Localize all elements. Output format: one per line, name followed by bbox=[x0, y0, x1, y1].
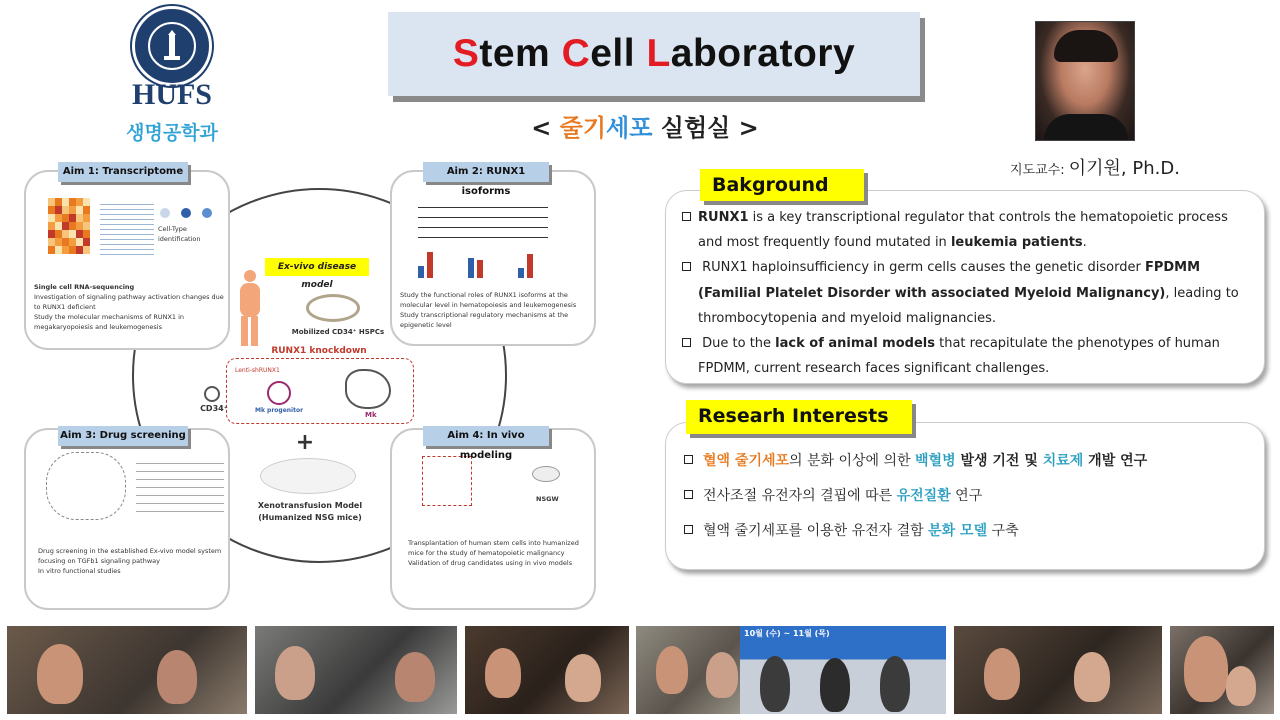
university-name: HUFS bbox=[131, 78, 212, 111]
background-list bbox=[682, 205, 1242, 381]
title-banner bbox=[388, 12, 920, 96]
background-item bbox=[682, 255, 1242, 331]
background-label: Bakground bbox=[700, 169, 864, 201]
background-text: FPDMM (Familial Platelet Disorder with associated Myeloid Malignancy) bbox=[698, 260, 1201, 301]
lab-photo-5 bbox=[740, 626, 946, 714]
research-text: 개발 연구 bbox=[1083, 453, 1148, 469]
research-text: 혈액 줄기세포 bbox=[703, 453, 790, 469]
xeno-caption: Xenotransfusion Model (Humanized NSG mice) bbox=[257, 501, 363, 522]
checkbox-icon bbox=[682, 338, 691, 347]
aim1-label: Aim 1: Transcriptome bbox=[58, 162, 188, 182]
lab-photo-3 bbox=[465, 626, 629, 714]
hufs-logo bbox=[132, 6, 212, 86]
page-subtitle: < 줄기세포 실험실 > bbox=[531, 114, 759, 142]
isoform-map bbox=[418, 198, 548, 242]
bar-chart bbox=[468, 248, 483, 278]
human-figure bbox=[235, 270, 265, 348]
heatmap bbox=[48, 198, 90, 254]
background-text: RUNX1 bbox=[698, 210, 749, 225]
mk-cell bbox=[345, 369, 391, 409]
research-text: 의 분화 이상에 의한 bbox=[789, 453, 916, 469]
pathway-diagram bbox=[46, 452, 126, 520]
research-label: Researh Interests bbox=[686, 400, 912, 434]
knockdown-box bbox=[226, 358, 414, 424]
aim3-bullets: Drug screening in the established Ex-vivo model system focusing on TGFb1 signaling pathway In vitro functional studies bbox=[38, 547, 222, 575]
title-segment: C bbox=[561, 32, 591, 75]
cell-icon bbox=[181, 208, 191, 218]
background-text: that recapitulate the phenotypes of human FPDMM, current research faces significant challenges. bbox=[698, 336, 1220, 377]
checkbox-icon bbox=[684, 455, 693, 464]
research-item bbox=[684, 479, 1244, 514]
background-text: RUNX1 haploinsufficiency in germ cells causes the genetic disorder bbox=[698, 260, 1145, 276]
research-text: 백혈병 bbox=[915, 453, 956, 469]
research-text: 혈액 줄기세포를 이용한 유전자 결함 bbox=[703, 523, 929, 539]
mk-label: Mk bbox=[365, 411, 377, 419]
checkbox-icon bbox=[684, 490, 693, 499]
cd34-label: CD34⁺ bbox=[200, 404, 228, 413]
aim2-bullets: Study the functional roles of RUNX1 isoforms at the molecular level in hematopoiesis and leukemogenesis Study transcriptional regulatory mechanisms at the epigenetic level bbox=[400, 291, 577, 329]
background-text: , leading to thrombocytopenia and myeloid malignancies. bbox=[698, 285, 1239, 326]
photo-banner-text: 10월 (수) ~ 11월 (목) bbox=[744, 629, 830, 638]
title-segment: ell bbox=[590, 32, 647, 75]
research-aims-diagram bbox=[20, 160, 600, 615]
background-text: leukemia patients bbox=[950, 235, 1083, 251]
background-text: . bbox=[1082, 235, 1087, 251]
research-item bbox=[684, 514, 1244, 549]
gene-list bbox=[100, 200, 154, 258]
petri-dish bbox=[306, 294, 360, 322]
aim4-label: Aim 4: In vivo modeling bbox=[423, 426, 549, 446]
research-text: 발생 기전 및 bbox=[955, 453, 1043, 469]
aim4-bullets: Transplantation of human stem cells into humanized mice for the study of hematopoietic malignancy Validation of drug candidates using in vivo models bbox=[408, 539, 579, 567]
lentivirus-label: Lenti-shRUNX1 bbox=[235, 367, 280, 374]
cd34-cell bbox=[204, 386, 220, 402]
lab-photo-6 bbox=[954, 626, 1162, 714]
department-name: 생명공학과 bbox=[126, 122, 218, 144]
research-text: 분화 모델 bbox=[928, 523, 988, 539]
checkbox-icon bbox=[682, 262, 691, 271]
research-text: 유전질환 bbox=[896, 488, 951, 504]
aim1-bullets: Single cell RNA-sequencing Investigation of signaling pathway activation changes due to RUNX1 deficient Study the molecular mechanisms of RUNX1 in megakaryopoiesis and leukemogenesis bbox=[34, 283, 224, 331]
background-text: Due to the bbox=[698, 336, 776, 352]
research-text: 치료제 bbox=[1042, 453, 1084, 469]
exvivo-label: Ex-vivo disease model bbox=[265, 258, 369, 276]
checkbox-icon bbox=[684, 525, 693, 534]
cell-type-label: Cell-Type identification bbox=[158, 225, 201, 243]
mobilized-caption: Mobilized CD34⁺ HSPCs bbox=[291, 328, 385, 336]
mk-progenitor-cell bbox=[267, 381, 291, 405]
aim1-panel bbox=[24, 170, 230, 350]
background-text: lack of animal models bbox=[775, 336, 935, 352]
title-segment: tem bbox=[479, 32, 562, 75]
mouse-illustration bbox=[260, 458, 356, 494]
lab-photo-1 bbox=[7, 626, 247, 714]
lab-photo-7 bbox=[1170, 626, 1274, 714]
mk-progenitor-label: Mk progenitor bbox=[255, 407, 304, 414]
mouse-icon bbox=[532, 466, 560, 482]
aim2-label: Aim 2: RUNX1 isoforms bbox=[423, 162, 549, 182]
professor-photo bbox=[1035, 21, 1135, 141]
background-item bbox=[682, 331, 1242, 381]
page-title bbox=[453, 32, 855, 76]
background-text: is a key transcriptional regulator that controls the hematopoietic process and most frequently found mutated in bbox=[698, 210, 1228, 251]
plus-sign: + bbox=[295, 430, 315, 455]
bar-chart bbox=[518, 248, 533, 278]
mouse-strain: NSGW bbox=[536, 495, 559, 503]
professor-caption: 지도교수: 이기원, Ph.D. bbox=[1010, 158, 1180, 179]
title-segment: aboratory bbox=[670, 32, 856, 75]
knockdown-title: RUNX1 knockdown bbox=[271, 346, 367, 356]
lab-photo-2 bbox=[255, 626, 457, 714]
drug-table bbox=[136, 456, 224, 516]
cell-icon bbox=[160, 208, 170, 218]
research-text: 구축 bbox=[987, 523, 1019, 539]
research-list bbox=[684, 444, 1244, 549]
tower-icon bbox=[158, 30, 186, 62]
bar-chart bbox=[418, 248, 433, 278]
background-item bbox=[682, 205, 1242, 255]
research-text: 전사조절 유전자의 결핍에 따른 bbox=[703, 488, 897, 504]
title-segment: S bbox=[452, 32, 480, 75]
research-text: 연구 bbox=[950, 488, 983, 504]
title-segment: L bbox=[646, 32, 671, 75]
cell-icon bbox=[202, 208, 212, 218]
aim3-panel bbox=[24, 428, 230, 610]
checkbox-icon bbox=[682, 212, 691, 221]
research-item bbox=[684, 444, 1244, 479]
aim3-label: Aim 3: Drug screening bbox=[58, 426, 188, 446]
